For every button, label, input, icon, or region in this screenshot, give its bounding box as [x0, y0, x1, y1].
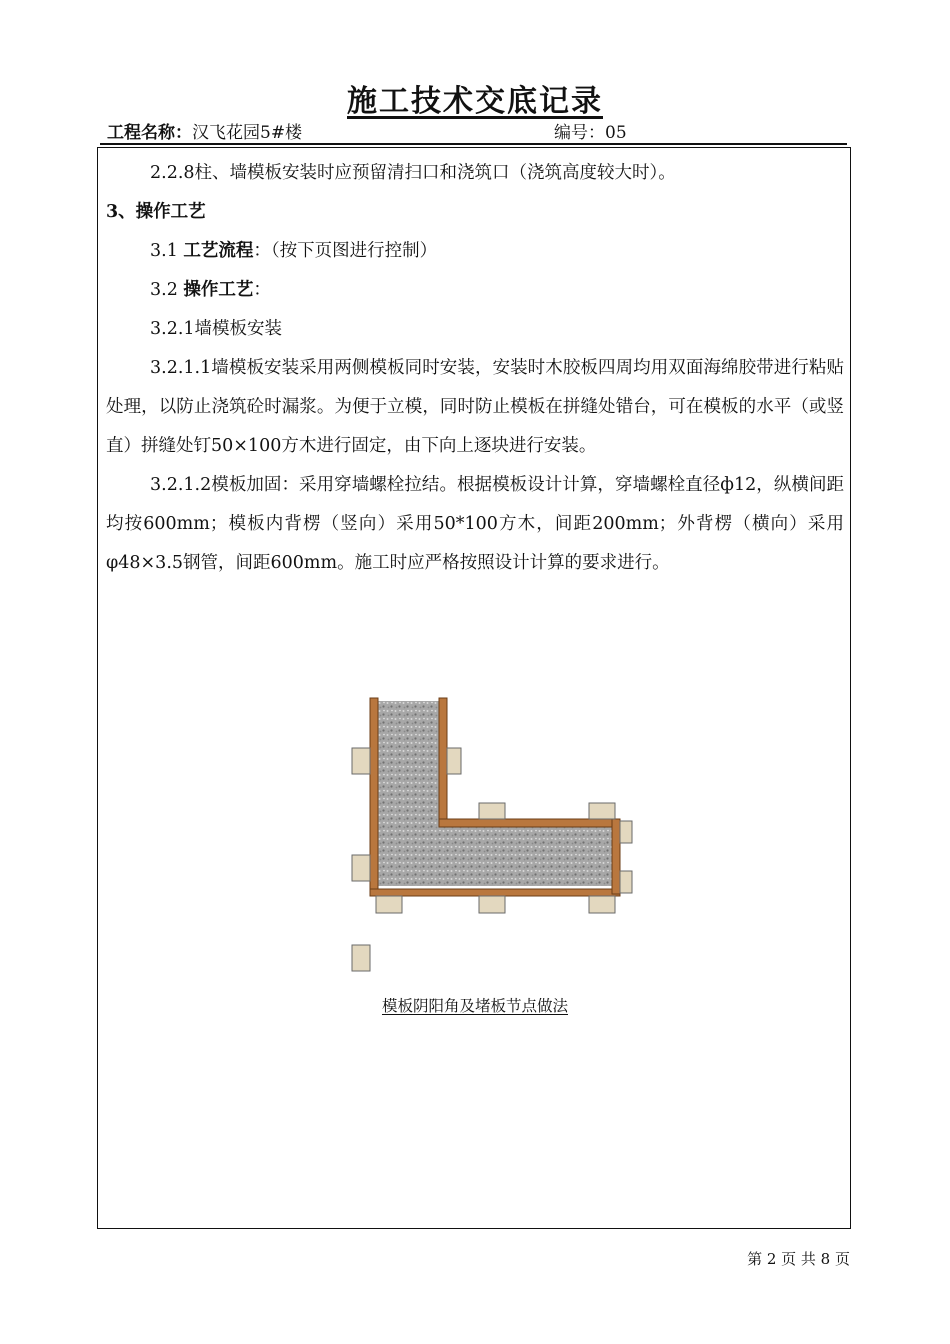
figure-caption: 模板阴阳角及堵板节点做法	[381, 997, 568, 1015]
concrete-l-section	[378, 701, 612, 886]
timber-block	[589, 896, 615, 913]
project-name-field	[107, 118, 302, 143]
outer-bottom-board	[370, 889, 620, 896]
timber-block	[352, 748, 370, 774]
timber-block	[620, 871, 632, 893]
timber-block	[376, 896, 402, 913]
clause-2-2-8: 2.2.8柱、墙模板安装时应预留清扫口和浇筑口（浇筑高度较大时）。	[150, 163, 676, 183]
timber-block	[620, 821, 632, 843]
formwork-corner-diagram	[346, 693, 636, 978]
timber-block	[589, 803, 615, 819]
content-text	[106, 154, 844, 583]
document-number-field	[554, 118, 627, 143]
page-number: 第 2 页 共 8 页	[747, 1250, 850, 1268]
end-stop-board	[612, 819, 620, 894]
content-box	[97, 147, 851, 1229]
document-title: 施工技术交底记录	[347, 84, 603, 119]
timber-block	[479, 803, 505, 819]
paragraph-3-2-1-2: 3.2.1.2模板加固：采用穿墙螺栓拉结。根据模板设计计算，穿墙螺栓直径ф12，纵横间距均按600mm；模板内背楞（竖向）采用50*100方木，间距200mm；外背楞（横向）采用φ48×3.5钢管，间距600mm。施工时应严格按照设计计算的要求进行。	[106, 475, 844, 573]
item-3-2: 3.2 操作工艺：	[150, 280, 271, 300]
paragraph-3-2-1-1: 3.2.1.1墙模板安装采用两侧模板同时安装，安装时木胶板四周均用双面海绵胶带进行粘贴处理，以防止浇筑砼时漏浆。为便于立模，同时防止模板在拼缝处错台，可在模板的水平（或竖直）拼缝处钉50×100方木进行固定，由下向上逐块进行安装。	[106, 358, 844, 456]
number-label: 编号：	[554, 123, 605, 143]
inner-top-board	[439, 819, 616, 827]
section-3-heading: 3、操作工艺	[106, 202, 206, 222]
timber-block	[479, 896, 505, 913]
timber-block	[352, 945, 370, 971]
number-value: 05	[605, 123, 627, 143]
inner-vertical-board	[439, 698, 447, 827]
outer-vertical-board	[370, 698, 378, 896]
header-rule	[100, 143, 847, 145]
item-3-2-1: 3.2.1墙模板安装	[150, 319, 283, 339]
timber-block	[447, 748, 461, 774]
project-name: 汉飞花园5#楼	[192, 123, 303, 143]
project-label: 工程名称：	[107, 123, 192, 143]
timber-block	[352, 855, 370, 881]
item-3-1: 3.1 工艺流程：（按下页图进行控制）	[150, 241, 438, 261]
